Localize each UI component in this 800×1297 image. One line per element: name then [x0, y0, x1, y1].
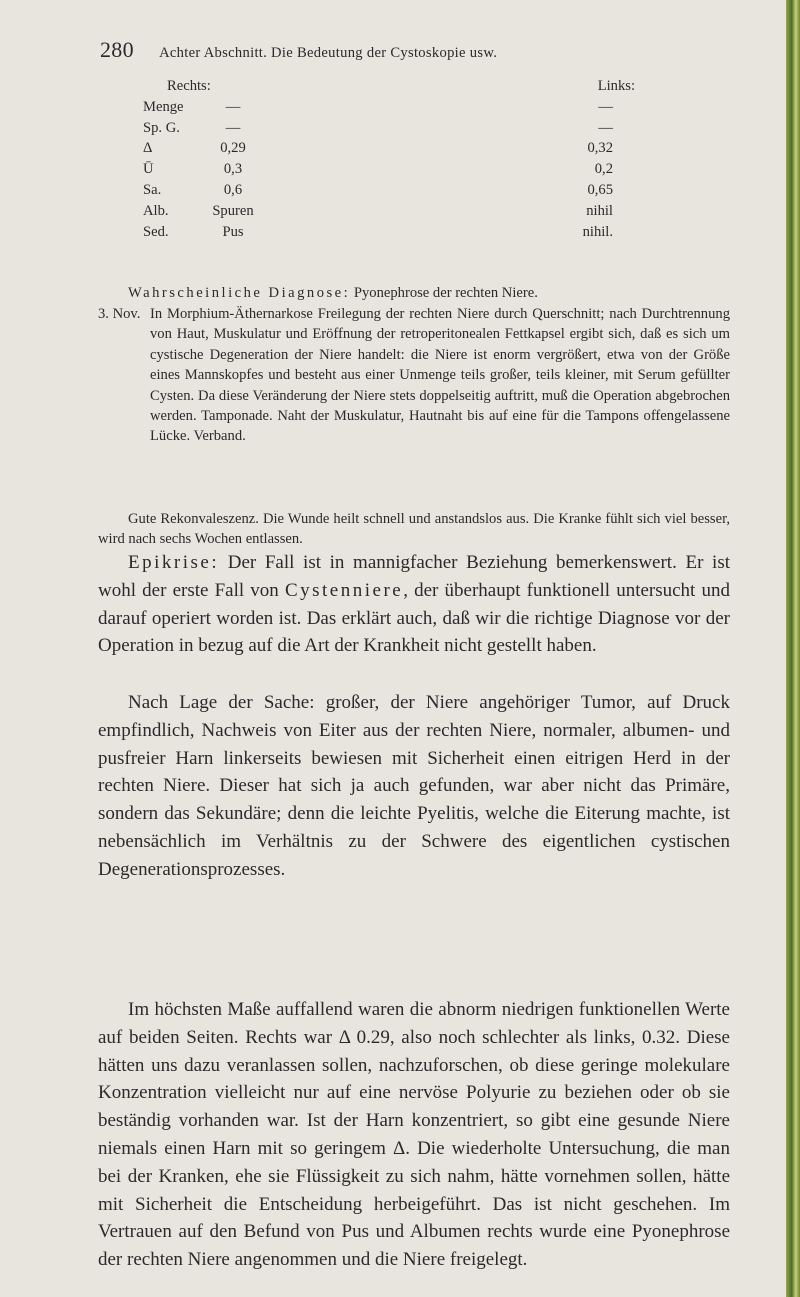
row-label: Alb.: [143, 202, 169, 219]
right-value: Pus: [222, 223, 244, 240]
table-row: [143, 201, 723, 222]
table-row: [143, 97, 723, 118]
right-value: 0,6: [223, 181, 243, 198]
table-row: [143, 159, 723, 180]
page-edge-decoration: [786, 0, 800, 1297]
row-label: Sp. G.: [143, 119, 180, 136]
right-value: Spuren: [212, 202, 254, 219]
column-header-left: Links:: [597, 78, 635, 94]
left-value: —: [598, 98, 613, 115]
diagnosis-text: Pyonephrose der rechten Niere.: [353, 285, 538, 301]
row-label: Sed.: [143, 223, 169, 240]
recovery-paragraph: Gute Rekonvaleszenz. Die Wunde heilt schnell und anstandslos aus. Die Kranke fühlt sich viel besser, wird nach sechs Wochen entlassen.: [98, 511, 730, 548]
diagnosis-line: [98, 283, 760, 303]
row-label: Δ: [143, 140, 153, 157]
table-row: [143, 222, 723, 243]
epikrise-text-b: , der überhaupt funktionell untersucht und darauf operiert worden ist. Das erklärt auch, daß wir die richtige Diagnose vor der Operation in bezug auf die Art der Krankheit nicht gestellt haben.: [98, 579, 730, 657]
row-label: Sa.: [143, 181, 162, 198]
epikrise-paragraph: [98, 549, 730, 660]
page-number: 280: [100, 37, 134, 62]
table-row: [143, 138, 723, 159]
running-header: [100, 37, 726, 63]
row-label: Ū: [143, 161, 154, 178]
body-paragraph: Nach Lage der Sache: großer, der Niere angehöriger Tumor, auf Druck empfindlich, Nachweis von Eiter aus der rechten Niere, normaler, albumen- und pusfreier Harn linkerseits bewiesen mit Sicherheit einen eitrigen Herd in der rechten Niere. Dieser hat sich ja auch gefunden, war aber nicht das Primäre, sondern das Sekundäre; denn die leichte Pyelitis, welche die Eiterung machte, ist nebensächlich im Verhältnis zu der Schwere des eigentlichen cystischen Degenerationsprozesses.: [98, 692, 730, 880]
left-value: nihil: [586, 202, 613, 219]
left-value: nihil.: [582, 223, 613, 240]
entry-date: 3. Nov.: [98, 306, 141, 322]
right-value: —: [225, 119, 241, 136]
epikrise-term: Cystenniere: [284, 579, 404, 601]
table-row: [143, 118, 723, 139]
epikrise-label: Epikrise:: [128, 552, 220, 573]
operation-entry: [98, 304, 730, 447]
epikrise-text-a: Der Fall ist in mannigfacher Beziehung bemerkenswert. Er ist wohl der erste Fall von: [98, 552, 730, 601]
urine-values-table: [143, 76, 723, 242]
left-value: —: [598, 119, 613, 136]
right-value: 0,29: [220, 140, 246, 157]
right-value: —: [225, 98, 241, 115]
column-header-right: Rechts:: [167, 78, 211, 94]
left-value: 0,32: [587, 140, 613, 157]
right-value: 0,3: [223, 161, 243, 178]
left-value: 0,65: [587, 181, 613, 198]
body-paragraph: Im höchsten Maße auffallend waren die abnorm niedrigen funktionellen Werte auf beiden Seiten. Rechts war Δ 0.29, also noch schlechter als links, 0.32. Diese hätten uns dazu veranlassen sollen, nachzuforschen, ob diese geringe molekulare Konzentration vielleicht nur auf eine nervöse Polyurie zu beziehen oder ob sie beständig vorhanden war. Ist der Harn konzentriert, so gibt eine gesunde Niere niemals einen Harn mit so geringem Δ. Die wiederholte Untersuchung, die man bei der Kranken, ehe sie Flüssigkeit zu sich nahm, hätte vornehmen sollen, hätte mit Sicherheit die Entscheidung herbeigeführt. Das ist nicht geschehen. Im Vertrauen auf den Befund von Pus und Albumen rechts wurde eine Pyonephrose der rechten Niere angenommen und die Niere freigelegt.: [98, 999, 730, 1271]
left-value: 0,2: [594, 161, 613, 178]
diagnosis-label: Wahrscheinliche Diagnose:: [128, 285, 351, 301]
running-title: Achter Abschnitt. Die Bedeutung der Cystoskopie usw.: [159, 45, 498, 61]
table-header: [143, 76, 723, 97]
row-label: Menge: [143, 98, 184, 115]
entry-text: In Morphium-Äthernarkose Freilegung der rechten Niere durch Querschnitt; nach Durchtrennung von Haut, Muskulatur und Eröffnung der retroperitonealen Fettkapsel ergibt sich, daß es sich um cystische Degeneration der Niere handelt: die Niere ist enorm vergrößert, etwa von der Größe eines Mannskopfes und besteht aus einer Unmenge teils großer, teils kleiner, mit Serum gefüllter Cysten. Da diese Veränderung der Niere stets doppelseitig auftritt, muß die Operation abgebrochen werden. Tamponade. Naht der Muskulatur, Hautnaht bis auf eine für die Tampons offengelassene Lücke. Verband.: [150, 306, 730, 445]
table-row: [143, 180, 723, 201]
